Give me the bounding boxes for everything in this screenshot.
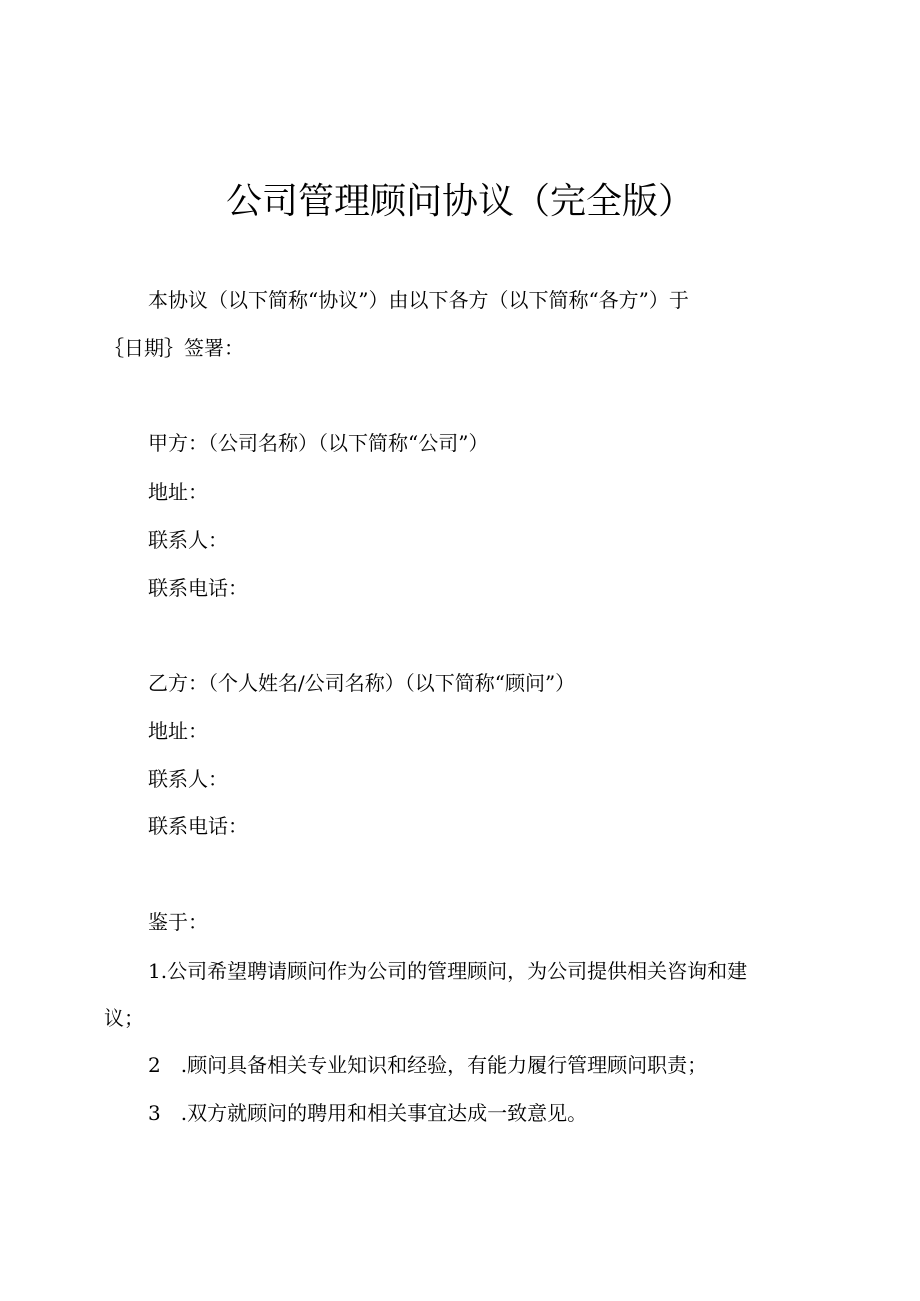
- party-a-phone-label: 联系电话：: [148, 576, 248, 600]
- party-a-address-label: 地址：: [148, 480, 208, 504]
- party-a-heading: 甲方：（公司名称）（以下简称“公司”）: [148, 431, 489, 455]
- whereas-item-1-line-2: 议；: [104, 1006, 144, 1030]
- whereas-item-1-line-1: 1.公司希望聘请顾问作为公司的管理顾问，为公司提供相关咨询和建: [148, 959, 748, 983]
- intro-line-1: 本协议（以下简称“协议”）由以下各方（以下简称“各方”）于: [148, 288, 689, 312]
- party-b-phone-label: 联系电话：: [148, 814, 248, 838]
- whereas-heading: 鉴于：: [148, 910, 208, 934]
- party-b-contact-label: 联系人：: [148, 767, 228, 791]
- whereas-item-3: 3 .双方就顾问的聘用和相关事宜达成一致意见。: [148, 1101, 588, 1125]
- party-b-heading: 乙方：（个人姓名/公司名称）（以下简称“顾问”）: [148, 671, 576, 695]
- intro-line-2: ｛日期｝签署：: [104, 336, 244, 360]
- party-a-contact-label: 联系人：: [148, 528, 228, 552]
- whereas-item-2: 2 .顾问具备相关专业知识和经验，有能力履行管理顾问职责；: [148, 1053, 708, 1077]
- document-title: 公司管理顾问协议（完全版）: [225, 181, 694, 222]
- party-b-address-label: 地址：: [148, 719, 208, 743]
